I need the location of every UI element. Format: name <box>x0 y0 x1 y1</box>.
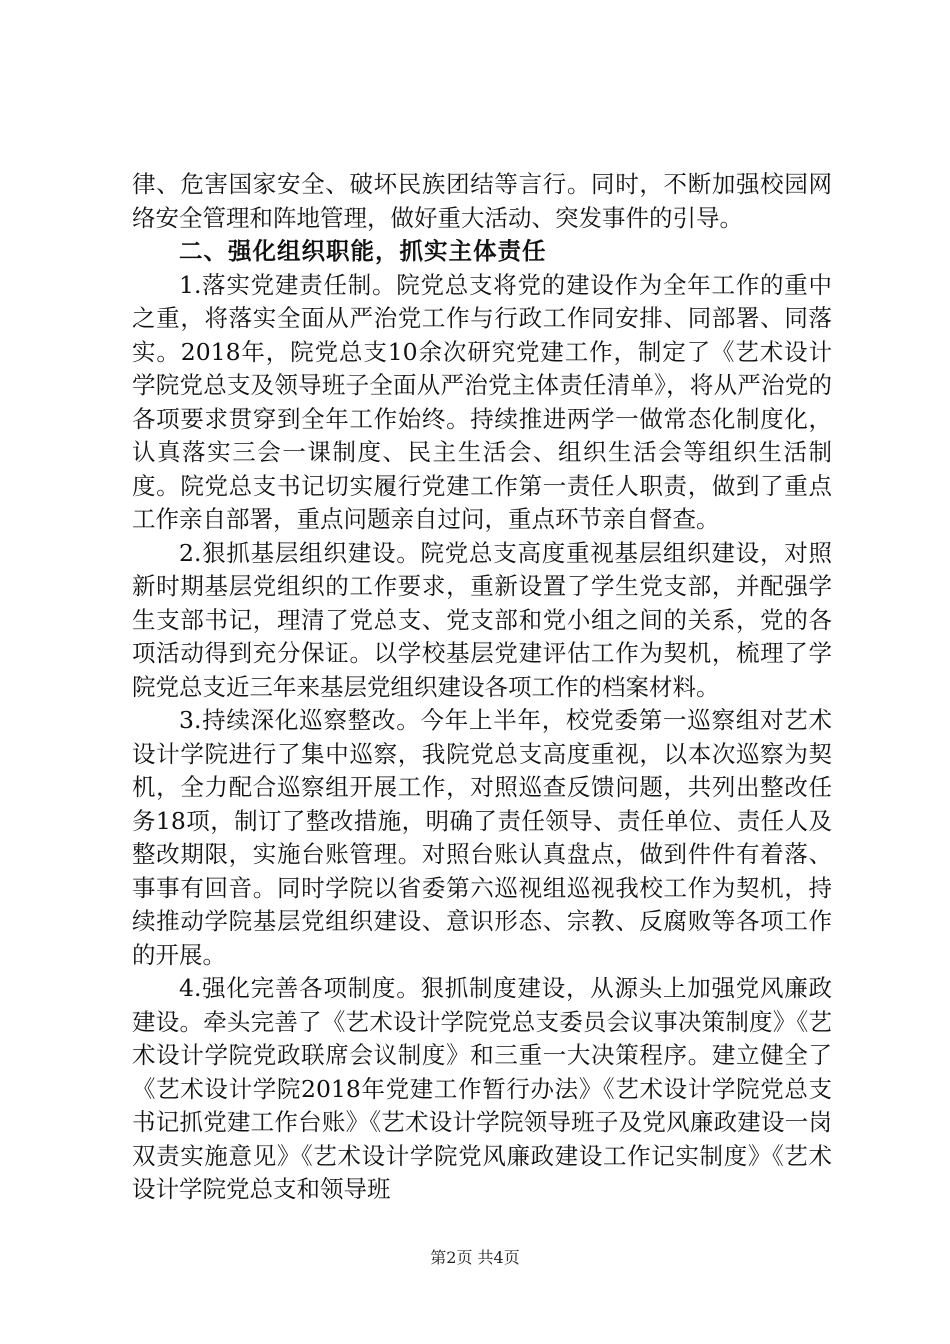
paragraph-4: 4.强化完善各项制度。狠抓制度建设，从源头上加强党风廉政建设。牵头完善了《艺术设计学院党总支委员会议事决策制度》《艺术设计学院党政联席会议制度》和三重一大决策程序。建立健全了《艺术设计学院2018年党建工作暂行办法》《艺术设计学院党总支书记抓党建工作台账》《艺术设计学院领导班子及党风廉政建设一岗双责实施意见》《艺术设计学院党风廉政建设工作记实制度》《艺术设计学院党总支和领导班 <box>132 974 832 1203</box>
continuation-paragraph: 律、危害国家安全、破坏民族团结等言行。同时，不断加强校园网络安全管理和阵地管理，做好重大活动、突发事件的引导。 <box>132 170 832 232</box>
paragraph-1: 1.落实党建责任制。院党总支将党的建设作为全年工作的重中之重，将落实全面从严治党工作与行政工作同安排、同部署、同落实。2018年，院党总支10余次研究党建工作，制定了《艺术设计学院党总支及领导班子全面从严治党主体责任清单》，将从严治党的各项要求贯穿到全年工作始终。持续推进两学一做常态化制度化，认真落实三会一课制度、民主生活会、组织生活会等组织生活制度。院党总支书记切实履行党建工作第一责任人职责，做到了重点工作亲自部署，重点问题亲自过问，重点环节亲自督查。 <box>132 270 832 533</box>
page-footer: 第2页 共4页 <box>430 1248 520 1267</box>
paragraph-3: 3.持续深化巡察整改。今年上半年，校党委第一巡察组对艺术设计学院进行了集中巡察，我院党总支高度重视，以本次巡察为契机，全力配合巡察组开展工作，对照巡查反馈问题，共列出整改任务18项，制订了整改措施，明确了责任领导、责任单位、责任人及整改期限，实施台账管理。对照台账认真盘点，做到件件有着落、事事有回音。同时学院以省委第六巡视组巡视我校工作为契机，持续推动学院基层党组织建设、意识形态、宗教、反腐败等各项工作的开展。 <box>132 706 832 969</box>
section-heading: 二、强化组织职能，抓实主体责任 <box>179 237 547 265</box>
paragraph-2: 2.狠抓基层组织建设。院党总支高度重视基层组织建设，对照新时期基层党组织的工作要求，重新设置了学生党支部，并配强学生支部书记，理清了党总支、党支部和党小组之间的关系，党的各项活动得到充分保证。以学校基层党建评估工作为契机，梳理了学院党总支近三年来基层党组织建设各项工作的档案材料。 <box>132 538 832 701</box>
document-body <box>132 168 832 1207</box>
